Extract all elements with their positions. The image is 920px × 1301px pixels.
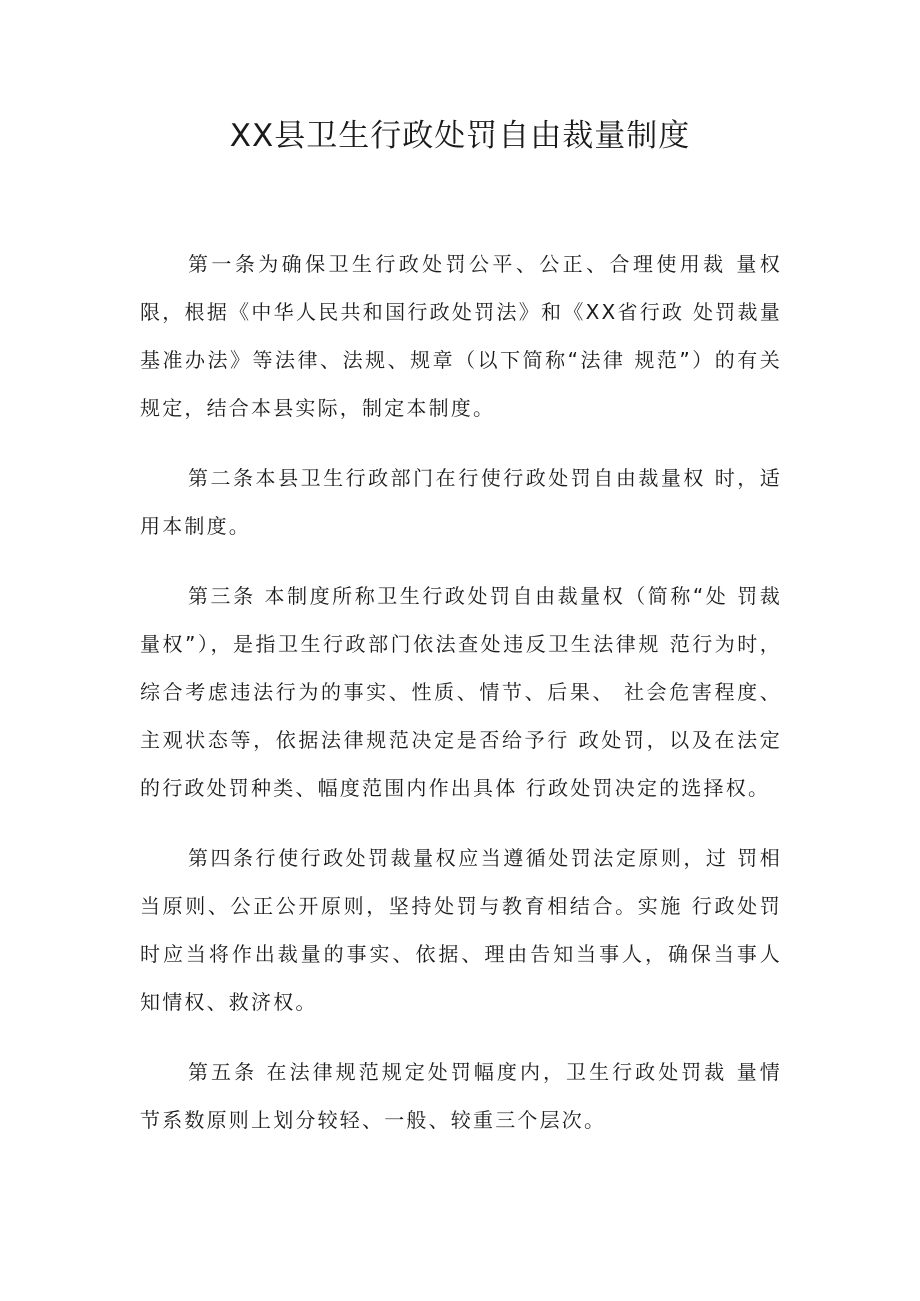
article-5-paragraph: 第五条 在法律规范规定处罚幅度内，卫生行政处罚裁 量情节系数原则上划分较轻、一般、较重三个层次。: [140, 1060, 782, 1132]
article-1-paragraph: 第一条为确保卫生行政处罚公平、公正、合理使用裁 量权限，根据《中华人民共和国行政处罚法》和《XX省行政 处罚裁量基准办法》等法律、法规、规章（以下简称“法律 规范”）的有关规定，结合本县实际，制定本制度。: [140, 252, 782, 420]
article-3-paragraph: 第三条 本制度所称卫生行政处罚自由裁量权（简称“处 罚裁量权”），是指卫生行政部门依法查处违反卫生法律规 范行为时，综合考虑违法行为的事实、性质、情节、后果、 社会危害程度、主观状态等，依据法律规范决定是否给予行 政处罚，以及在法定的行政处罚种类、幅度范围内作出具体 行政处罚决定的选择权。: [140, 584, 782, 800]
article-4-paragraph: 第四条行使行政处罚裁量权应当遵循处罚法定原则，过 罚相当原则、公正公开原则，坚持处罚与教育相结合。实施 行政处罚时应当将作出裁量的事实、依据、理由告知当事人，确保当事人知情权、救济权。: [140, 846, 782, 1014]
article-2-paragraph: 第二条本县卫生行政部门在行使行政处罚自由裁量权 时，适用本制度。: [140, 466, 782, 538]
document-body: [140, 240, 782, 1166]
document-title: XX县卫生行政处罚自由裁量制度: [229, 118, 691, 154]
